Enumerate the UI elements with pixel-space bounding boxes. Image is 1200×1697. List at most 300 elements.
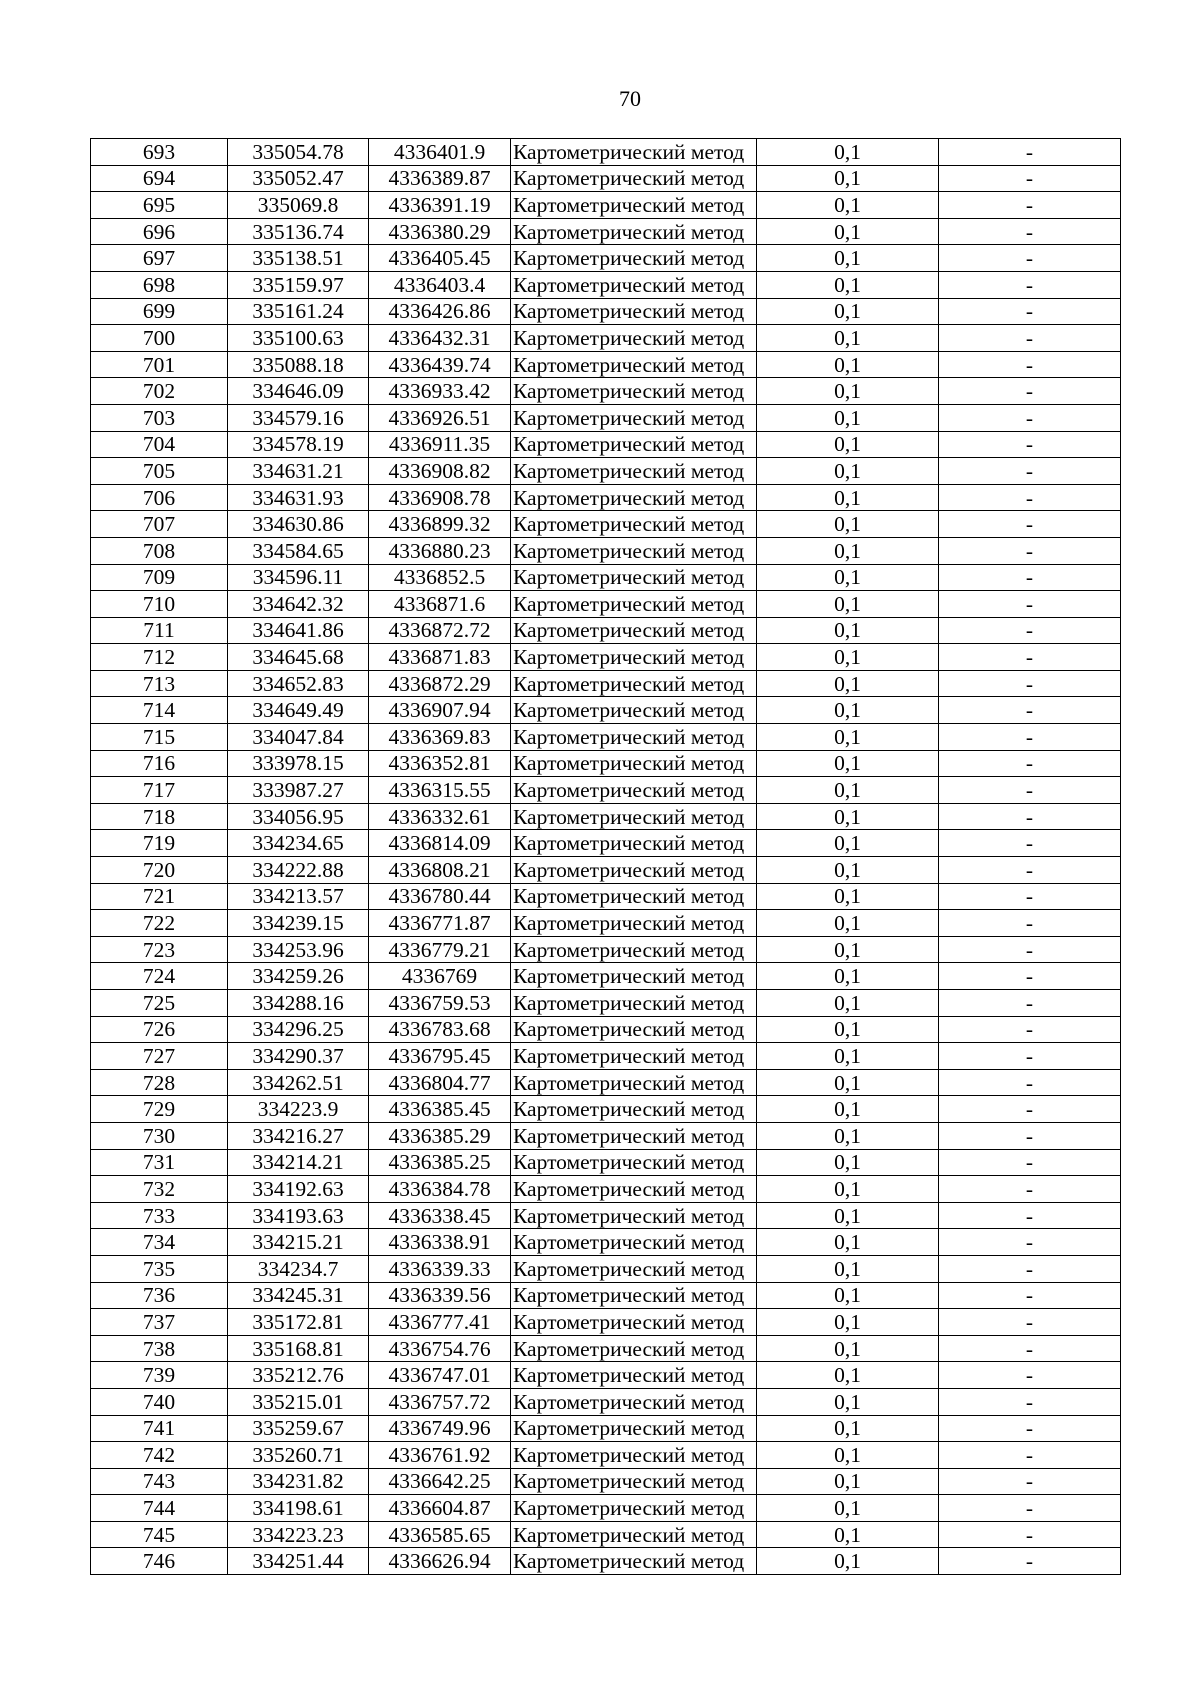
- x-coordinate-cell: 335215.01: [228, 1388, 369, 1415]
- table-row: [91, 1415, 1121, 1442]
- method-cell: Картометрический метод: [511, 1043, 757, 1070]
- note-cell: -: [939, 218, 1121, 245]
- table-row: [91, 750, 1121, 777]
- x-coordinate-cell: 335069.8: [228, 192, 369, 219]
- method-cell: Картометрический метод: [511, 298, 757, 325]
- point-number-cell: 707: [91, 511, 228, 538]
- note-cell: -: [939, 591, 1121, 618]
- precision-cell: 0,1: [757, 1521, 939, 1548]
- point-number-cell: 708: [91, 537, 228, 564]
- y-coordinate-cell: 4336871.6: [369, 591, 511, 618]
- table-row: [91, 1335, 1121, 1362]
- method-cell: Картометрический метод: [511, 910, 757, 937]
- point-number-cell: 713: [91, 670, 228, 697]
- y-coordinate-cell: 4336391.19: [369, 192, 511, 219]
- y-coordinate-cell: 4336814.09: [369, 830, 511, 857]
- x-coordinate-cell: 334223.9: [228, 1096, 369, 1123]
- table-row: [91, 1309, 1121, 1336]
- method-cell: Картометрический метод: [511, 1096, 757, 1123]
- point-number-cell: 718: [91, 803, 228, 830]
- x-coordinate-cell: 334259.26: [228, 963, 369, 990]
- precision-cell: 0,1: [757, 1069, 939, 1096]
- y-coordinate-cell: 4336780.44: [369, 883, 511, 910]
- note-cell: -: [939, 192, 1121, 219]
- point-number-cell: 734: [91, 1229, 228, 1256]
- method-cell: Картометрический метод: [511, 1149, 757, 1176]
- precision-cell: 0,1: [757, 404, 939, 431]
- x-coordinate-cell: 334214.21: [228, 1149, 369, 1176]
- note-cell: -: [939, 1468, 1121, 1495]
- y-coordinate-cell: 4336777.41: [369, 1309, 511, 1336]
- note-cell: -: [939, 697, 1121, 724]
- precision-cell: 0,1: [757, 1255, 939, 1282]
- precision-cell: 0,1: [757, 218, 939, 245]
- precision-cell: 0,1: [757, 192, 939, 219]
- precision-cell: 0,1: [757, 165, 939, 192]
- y-coordinate-cell: 4336380.29: [369, 218, 511, 245]
- table-row: [91, 1442, 1121, 1469]
- point-number-cell: 697: [91, 245, 228, 272]
- table-row: [91, 1229, 1121, 1256]
- method-cell: Картометрический метод: [511, 1362, 757, 1389]
- table-row: [91, 404, 1121, 431]
- method-cell: Картометрический метод: [511, 644, 757, 671]
- method-cell: Картометрический метод: [511, 697, 757, 724]
- method-cell: Картометрический метод: [511, 1255, 757, 1282]
- method-cell: Картометрический метод: [511, 1016, 757, 1043]
- note-cell: -: [939, 750, 1121, 777]
- note-cell: -: [939, 1282, 1121, 1309]
- precision-cell: 0,1: [757, 1016, 939, 1043]
- point-number-cell: 693: [91, 139, 228, 166]
- point-number-cell: 719: [91, 830, 228, 857]
- note-cell: -: [939, 644, 1121, 671]
- note-cell: -: [939, 378, 1121, 405]
- point-number-cell: 729: [91, 1096, 228, 1123]
- precision-cell: 0,1: [757, 1282, 939, 1309]
- table-row: [91, 803, 1121, 830]
- table-row: [91, 325, 1121, 352]
- method-cell: Картометрический метод: [511, 1069, 757, 1096]
- precision-cell: 0,1: [757, 1309, 939, 1336]
- table-row: [91, 963, 1121, 990]
- note-cell: -: [939, 857, 1121, 884]
- precision-cell: 0,1: [757, 298, 939, 325]
- y-coordinate-cell: 4336771.87: [369, 910, 511, 937]
- y-coordinate-cell: 4336933.42: [369, 378, 511, 405]
- point-number-cell: 701: [91, 351, 228, 378]
- method-cell: Картометрический метод: [511, 750, 757, 777]
- table-row: [91, 192, 1121, 219]
- y-coordinate-cell: 4336585.65: [369, 1521, 511, 1548]
- note-cell: -: [939, 404, 1121, 431]
- precision-cell: 0,1: [757, 1468, 939, 1495]
- x-coordinate-cell: 333978.15: [228, 750, 369, 777]
- table-row: [91, 1096, 1121, 1123]
- table-row: [91, 271, 1121, 298]
- x-coordinate-cell: 335159.97: [228, 271, 369, 298]
- y-coordinate-cell: 4336761.92: [369, 1442, 511, 1469]
- table-row: [91, 1388, 1121, 1415]
- point-number-cell: 711: [91, 617, 228, 644]
- precision-cell: 0,1: [757, 1096, 939, 1123]
- method-cell: Картометрический метод: [511, 218, 757, 245]
- note-cell: -: [939, 990, 1121, 1017]
- y-coordinate-cell: 4336926.51: [369, 404, 511, 431]
- x-coordinate-cell: 334213.57: [228, 883, 369, 910]
- precision-cell: 0,1: [757, 1176, 939, 1203]
- point-number-cell: 694: [91, 165, 228, 192]
- method-cell: Картометрический метод: [511, 1122, 757, 1149]
- precision-cell: 0,1: [757, 750, 939, 777]
- precision-cell: 0,1: [757, 1362, 939, 1389]
- point-number-cell: 695: [91, 192, 228, 219]
- y-coordinate-cell: 4336315.55: [369, 777, 511, 804]
- note-cell: -: [939, 564, 1121, 591]
- x-coordinate-cell: 334223.23: [228, 1521, 369, 1548]
- x-coordinate-cell: 335161.24: [228, 298, 369, 325]
- x-coordinate-cell: 334216.27: [228, 1122, 369, 1149]
- method-cell: Картометрический метод: [511, 1388, 757, 1415]
- method-cell: Картометрический метод: [511, 883, 757, 910]
- y-coordinate-cell: 4336339.56: [369, 1282, 511, 1309]
- table-row: [91, 990, 1121, 1017]
- x-coordinate-cell: 335260.71: [228, 1442, 369, 1469]
- point-number-cell: 723: [91, 936, 228, 963]
- point-number-cell: 745: [91, 1521, 228, 1548]
- note-cell: -: [939, 245, 1121, 272]
- note-cell: -: [939, 1016, 1121, 1043]
- note-cell: -: [939, 1442, 1121, 1469]
- method-cell: Картометрический метод: [511, 351, 757, 378]
- point-number-cell: 724: [91, 963, 228, 990]
- y-coordinate-cell: 4336352.81: [369, 750, 511, 777]
- y-coordinate-cell: 4336401.9: [369, 139, 511, 166]
- table-row: [91, 511, 1121, 538]
- table-row: [91, 537, 1121, 564]
- note-cell: -: [939, 963, 1121, 990]
- table-row: [91, 218, 1121, 245]
- x-coordinate-cell: 334584.65: [228, 537, 369, 564]
- table-row: [91, 830, 1121, 857]
- note-cell: -: [939, 351, 1121, 378]
- x-coordinate-cell: 334234.7: [228, 1255, 369, 1282]
- y-coordinate-cell: 4336899.32: [369, 511, 511, 538]
- precision-cell: 0,1: [757, 378, 939, 405]
- method-cell: Картометрический метод: [511, 936, 757, 963]
- table-row: [91, 910, 1121, 937]
- method-cell: Картометрический метод: [511, 803, 757, 830]
- x-coordinate-cell: 334296.25: [228, 1016, 369, 1043]
- table-row: [91, 1521, 1121, 1548]
- x-coordinate-cell: 334251.44: [228, 1548, 369, 1575]
- point-number-cell: 736: [91, 1282, 228, 1309]
- precision-cell: 0,1: [757, 245, 939, 272]
- note-cell: -: [939, 883, 1121, 910]
- precision-cell: 0,1: [757, 990, 939, 1017]
- method-cell: Картометрический метод: [511, 325, 757, 352]
- x-coordinate-cell: 334631.93: [228, 484, 369, 511]
- table-row: [91, 1495, 1121, 1522]
- x-coordinate-cell: 334646.09: [228, 378, 369, 405]
- x-coordinate-cell: 334290.37: [228, 1043, 369, 1070]
- point-number-cell: 699: [91, 298, 228, 325]
- method-cell: Картометрический метод: [511, 1442, 757, 1469]
- point-number-cell: 732: [91, 1176, 228, 1203]
- y-coordinate-cell: 4336439.74: [369, 351, 511, 378]
- table-row: [91, 883, 1121, 910]
- note-cell: -: [939, 1069, 1121, 1096]
- point-number-cell: 706: [91, 484, 228, 511]
- precision-cell: 0,1: [757, 1548, 939, 1575]
- table-row: [91, 1548, 1121, 1575]
- table-row: [91, 139, 1121, 166]
- method-cell: Картометрический метод: [511, 564, 757, 591]
- note-cell: -: [939, 936, 1121, 963]
- precision-cell: 0,1: [757, 564, 939, 591]
- method-cell: Картометрический метод: [511, 830, 757, 857]
- y-coordinate-cell: 4336604.87: [369, 1495, 511, 1522]
- x-coordinate-cell: 334056.95: [228, 803, 369, 830]
- x-coordinate-cell: 333987.27: [228, 777, 369, 804]
- x-coordinate-cell: 334047.84: [228, 724, 369, 751]
- x-coordinate-cell: 334192.63: [228, 1176, 369, 1203]
- precision-cell: 0,1: [757, 351, 939, 378]
- y-coordinate-cell: 4336779.21: [369, 936, 511, 963]
- y-coordinate-cell: 4336795.45: [369, 1043, 511, 1070]
- method-cell: Картометрический метод: [511, 245, 757, 272]
- method-cell: Картометрический метод: [511, 139, 757, 166]
- point-number-cell: 704: [91, 431, 228, 458]
- x-coordinate-cell: 335052.47: [228, 165, 369, 192]
- y-coordinate-cell: 4336432.31: [369, 325, 511, 352]
- note-cell: -: [939, 1309, 1121, 1336]
- point-number-cell: 728: [91, 1069, 228, 1096]
- point-number-cell: 740: [91, 1388, 228, 1415]
- y-coordinate-cell: 4336757.72: [369, 1388, 511, 1415]
- precision-cell: 0,1: [757, 1335, 939, 1362]
- point-number-cell: 730: [91, 1122, 228, 1149]
- x-coordinate-cell: 335136.74: [228, 218, 369, 245]
- point-number-cell: 738: [91, 1335, 228, 1362]
- note-cell: -: [939, 1495, 1121, 1522]
- table-row: [91, 1122, 1121, 1149]
- y-coordinate-cell: 4336749.96: [369, 1415, 511, 1442]
- note-cell: -: [939, 325, 1121, 352]
- note-cell: -: [939, 431, 1121, 458]
- x-coordinate-cell: 334578.19: [228, 431, 369, 458]
- table-row: [91, 458, 1121, 485]
- point-number-cell: 725: [91, 990, 228, 1017]
- precision-cell: 0,1: [757, 697, 939, 724]
- table-row: [91, 644, 1121, 671]
- note-cell: -: [939, 1521, 1121, 1548]
- point-number-cell: 744: [91, 1495, 228, 1522]
- table-row: [91, 724, 1121, 751]
- point-number-cell: 702: [91, 378, 228, 405]
- precision-cell: 0,1: [757, 1122, 939, 1149]
- table-row: [91, 1176, 1121, 1203]
- note-cell: -: [939, 1415, 1121, 1442]
- precision-cell: 0,1: [757, 617, 939, 644]
- method-cell: Картометрический метод: [511, 165, 757, 192]
- y-coordinate-cell: 4336338.45: [369, 1202, 511, 1229]
- table-row: [91, 564, 1121, 591]
- method-cell: Картометрический метод: [511, 670, 757, 697]
- table-row: [91, 245, 1121, 272]
- method-cell: Картометрический метод: [511, 857, 757, 884]
- y-coordinate-cell: 4336911.35: [369, 431, 511, 458]
- x-coordinate-cell: 334193.63: [228, 1202, 369, 1229]
- y-coordinate-cell: 4336852.5: [369, 564, 511, 591]
- point-number-cell: 696: [91, 218, 228, 245]
- method-cell: Картометрический метод: [511, 963, 757, 990]
- precision-cell: 0,1: [757, 830, 939, 857]
- x-coordinate-cell: 334215.21: [228, 1229, 369, 1256]
- note-cell: -: [939, 777, 1121, 804]
- method-cell: Картометрический метод: [511, 1309, 757, 1336]
- y-coordinate-cell: 4336808.21: [369, 857, 511, 884]
- point-number-cell: 742: [91, 1442, 228, 1469]
- x-coordinate-cell: 335172.81: [228, 1309, 369, 1336]
- point-number-cell: 717: [91, 777, 228, 804]
- method-cell: Картометрический метод: [511, 404, 757, 431]
- point-number-cell: 746: [91, 1548, 228, 1575]
- precision-cell: 0,1: [757, 139, 939, 166]
- y-coordinate-cell: 4336759.53: [369, 990, 511, 1017]
- y-coordinate-cell: 4336642.25: [369, 1468, 511, 1495]
- precision-cell: 0,1: [757, 484, 939, 511]
- y-coordinate-cell: 4336385.45: [369, 1096, 511, 1123]
- point-number-cell: 743: [91, 1468, 228, 1495]
- y-coordinate-cell: 4336908.82: [369, 458, 511, 485]
- precision-cell: 0,1: [757, 1043, 939, 1070]
- table-row: [91, 1468, 1121, 1495]
- precision-cell: 0,1: [757, 936, 939, 963]
- precision-cell: 0,1: [757, 1202, 939, 1229]
- table-row: [91, 1362, 1121, 1389]
- point-number-cell: 709: [91, 564, 228, 591]
- y-coordinate-cell: 4336369.83: [369, 724, 511, 751]
- y-coordinate-cell: 4336332.61: [369, 803, 511, 830]
- precision-cell: 0,1: [757, 777, 939, 804]
- y-coordinate-cell: 4336339.33: [369, 1255, 511, 1282]
- table-row: [91, 1282, 1121, 1309]
- table-row: [91, 378, 1121, 405]
- table-row: [91, 484, 1121, 511]
- precision-cell: 0,1: [757, 1149, 939, 1176]
- note-cell: -: [939, 271, 1121, 298]
- table-row: [91, 697, 1121, 724]
- y-coordinate-cell: 4336754.76: [369, 1335, 511, 1362]
- point-number-cell: 715: [91, 724, 228, 751]
- x-coordinate-cell: 334245.31: [228, 1282, 369, 1309]
- y-coordinate-cell: 4336405.45: [369, 245, 511, 272]
- y-coordinate-cell: 4336872.29: [369, 670, 511, 697]
- table-row: [91, 591, 1121, 618]
- precision-cell: 0,1: [757, 325, 939, 352]
- table-row: [91, 777, 1121, 804]
- point-number-cell: 735: [91, 1255, 228, 1282]
- note-cell: -: [939, 537, 1121, 564]
- note-cell: -: [939, 298, 1121, 325]
- method-cell: Картометрический метод: [511, 1415, 757, 1442]
- note-cell: -: [939, 617, 1121, 644]
- x-coordinate-cell: 334579.16: [228, 404, 369, 431]
- table-row: [91, 1069, 1121, 1096]
- note-cell: -: [939, 1202, 1121, 1229]
- x-coordinate-cell: 335168.81: [228, 1335, 369, 1362]
- method-cell: Картометрический метод: [511, 192, 757, 219]
- precision-cell: 0,1: [757, 1415, 939, 1442]
- y-coordinate-cell: 4336426.86: [369, 298, 511, 325]
- precision-cell: 0,1: [757, 1495, 939, 1522]
- precision-cell: 0,1: [757, 803, 939, 830]
- point-number-cell: 710: [91, 591, 228, 618]
- x-coordinate-cell: 334645.68: [228, 644, 369, 671]
- note-cell: -: [939, 1335, 1121, 1362]
- y-coordinate-cell: 4336769: [369, 963, 511, 990]
- y-coordinate-cell: 4336872.72: [369, 617, 511, 644]
- note-cell: -: [939, 724, 1121, 751]
- note-cell: -: [939, 670, 1121, 697]
- y-coordinate-cell: 4336385.29: [369, 1122, 511, 1149]
- point-number-cell: 703: [91, 404, 228, 431]
- method-cell: Картометрический метод: [511, 511, 757, 538]
- x-coordinate-cell: 334631.21: [228, 458, 369, 485]
- point-number-cell: 726: [91, 1016, 228, 1043]
- method-cell: Картометрический метод: [511, 1495, 757, 1522]
- note-cell: -: [939, 484, 1121, 511]
- x-coordinate-cell: 335100.63: [228, 325, 369, 352]
- precision-cell: 0,1: [757, 458, 939, 485]
- y-coordinate-cell: 4336626.94: [369, 1548, 511, 1575]
- precision-cell: 0,1: [757, 271, 939, 298]
- point-number-cell: 739: [91, 1362, 228, 1389]
- x-coordinate-cell: 334642.32: [228, 591, 369, 618]
- precision-cell: 0,1: [757, 431, 939, 458]
- y-coordinate-cell: 4336384.78: [369, 1176, 511, 1203]
- note-cell: -: [939, 1229, 1121, 1256]
- method-cell: Картометрический метод: [511, 1521, 757, 1548]
- precision-cell: 0,1: [757, 1442, 939, 1469]
- method-cell: Картометрический метод: [511, 591, 757, 618]
- table-row: [91, 1043, 1121, 1070]
- method-cell: Картометрический метод: [511, 537, 757, 564]
- x-coordinate-cell: 334198.61: [228, 1495, 369, 1522]
- point-number-cell: 733: [91, 1202, 228, 1229]
- x-coordinate-cell: 334649.49: [228, 697, 369, 724]
- note-cell: -: [939, 1096, 1121, 1123]
- table-row: [91, 936, 1121, 963]
- x-coordinate-cell: 335088.18: [228, 351, 369, 378]
- y-coordinate-cell: 4336338.91: [369, 1229, 511, 1256]
- precision-cell: 0,1: [757, 511, 939, 538]
- point-number-cell: 727: [91, 1043, 228, 1070]
- method-cell: Картометрический метод: [511, 617, 757, 644]
- method-cell: Картометрический метод: [511, 271, 757, 298]
- method-cell: Картометрический метод: [511, 431, 757, 458]
- y-coordinate-cell: 4336804.77: [369, 1069, 511, 1096]
- precision-cell: 0,1: [757, 1229, 939, 1256]
- precision-cell: 0,1: [757, 910, 939, 937]
- x-coordinate-cell: 335212.76: [228, 1362, 369, 1389]
- coordinates-table-body: [91, 139, 1121, 1575]
- method-cell: Картометрический метод: [511, 777, 757, 804]
- x-coordinate-cell: 334641.86: [228, 617, 369, 644]
- precision-cell: 0,1: [757, 1388, 939, 1415]
- table-row: [91, 298, 1121, 325]
